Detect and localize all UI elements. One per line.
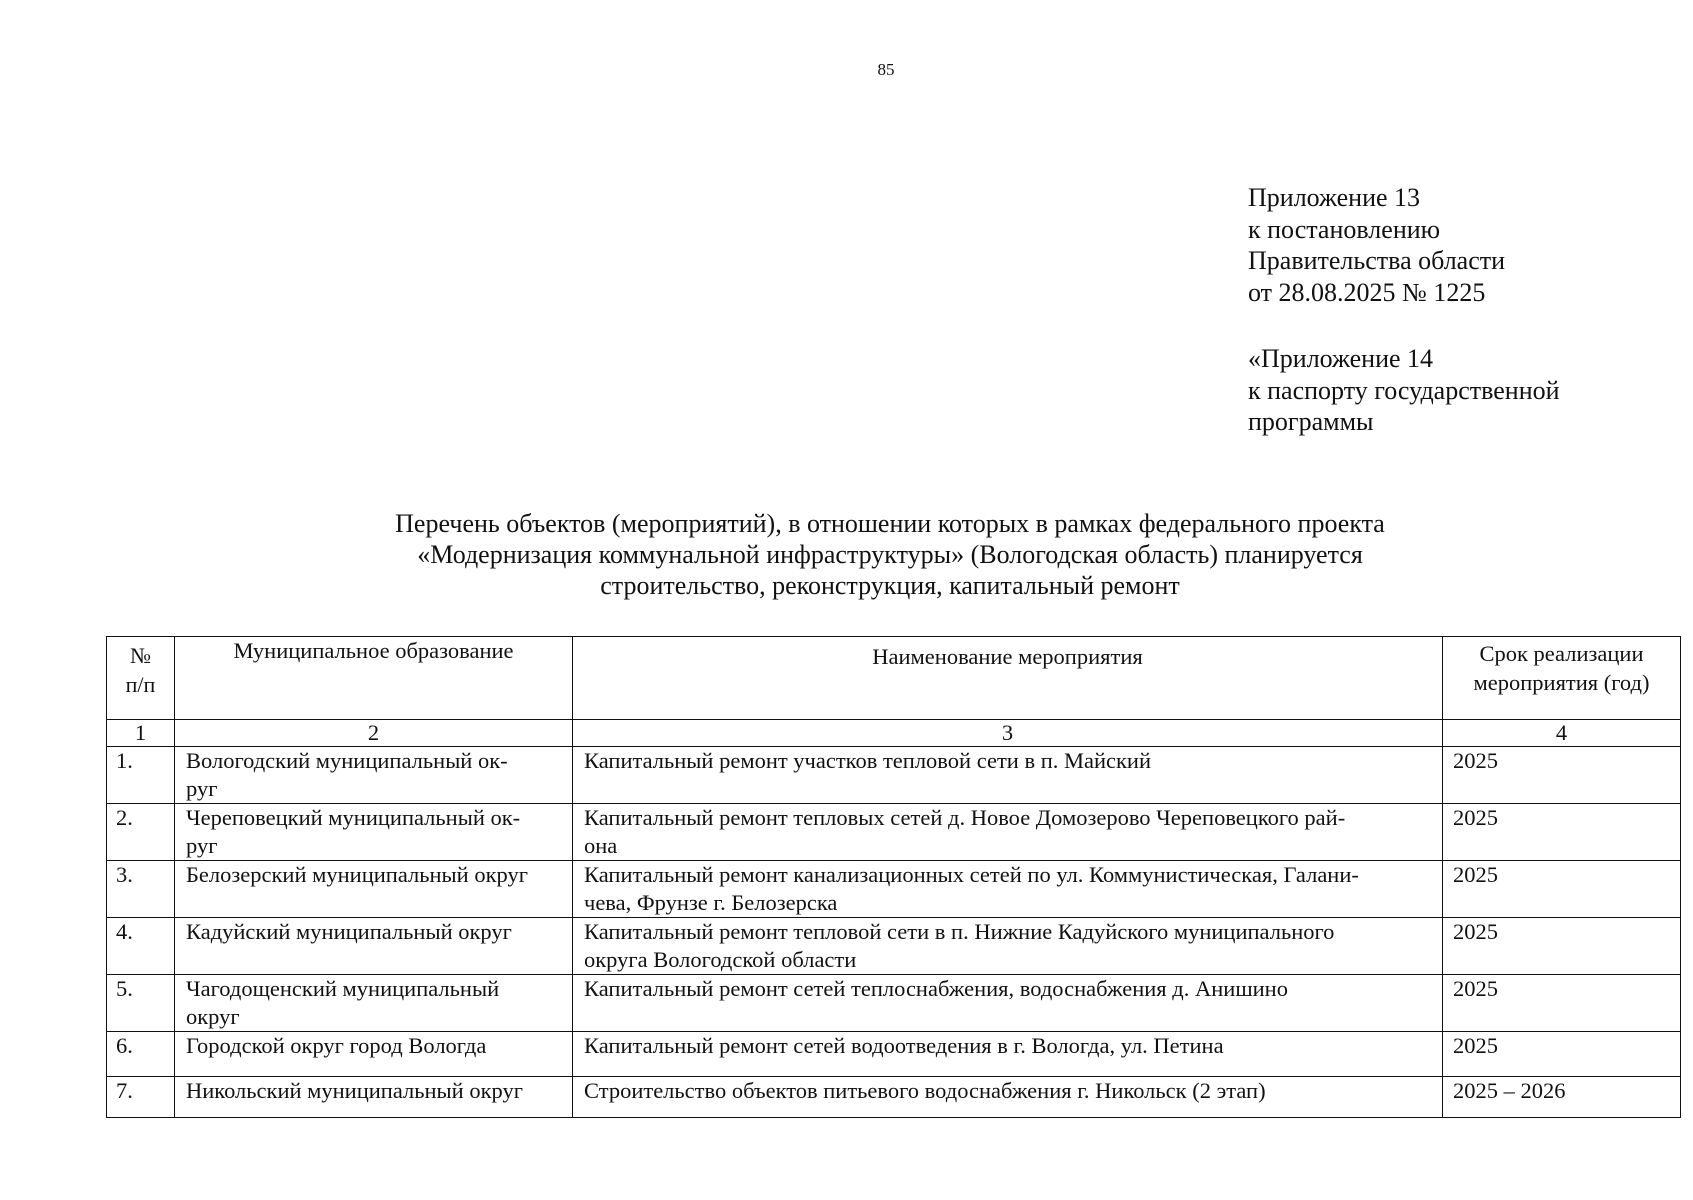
- appendix-line: к постановлению: [1248, 214, 1441, 244]
- row-municipality: [175, 747, 573, 804]
- text-line: округ: [186, 1004, 240, 1029]
- table-row: [107, 804, 1681, 861]
- header-number: [107, 637, 175, 720]
- text-line: Городской округ город Вологда: [186, 1033, 487, 1058]
- text-line: Белозерский муниципальный округ: [186, 862, 528, 887]
- row-activity: [573, 804, 1443, 861]
- text-line: она: [584, 833, 618, 858]
- header-number-abbr: п/п: [125, 672, 156, 697]
- header-term-line: мероприятия (год): [1473, 670, 1650, 695]
- text-line: руг: [186, 833, 218, 858]
- title-line: «Модернизация коммунальной инфраструктуры» (Вологодская область) планируется: [417, 540, 1363, 569]
- row-number: 4.: [107, 918, 175, 975]
- table-row: [107, 1077, 1681, 1118]
- table-row: [107, 861, 1681, 918]
- column-index: 4: [1443, 720, 1681, 747]
- text-line: Капитальный ремонт сетей теплоснабжения, водоснабжения д. Анишино: [584, 976, 1288, 1001]
- row-number: 2.: [107, 804, 175, 861]
- text-line: Капитальный ремонт тепловых сетей д. Новое Домозерово Череповецкого рай-: [584, 805, 1346, 830]
- row-term: 2025: [1443, 975, 1681, 1032]
- text-line: Капитальный ремонт участков тепловой сети в п. Майский: [584, 748, 1152, 773]
- text-line: Никольский муниципальный округ: [186, 1078, 523, 1103]
- row-municipality: [175, 918, 573, 975]
- row-term: 2025: [1443, 861, 1681, 918]
- document-title: [300, 508, 1480, 601]
- text-line: руг: [186, 776, 218, 801]
- table-row: [107, 918, 1681, 975]
- row-number: 3.: [107, 861, 175, 918]
- title-line: Перечень объектов (мероприятий), в отношении которых в рамках федерального проекта: [395, 509, 1385, 538]
- text-line: Кадуйский муниципальный округ: [186, 919, 512, 944]
- row-municipality: [175, 1032, 573, 1077]
- header-number-symbol: №: [130, 643, 151, 668]
- row-term: 2025: [1443, 918, 1681, 975]
- row-number: 6.: [107, 1032, 175, 1077]
- row-number: 5.: [107, 975, 175, 1032]
- row-municipality: [175, 975, 573, 1032]
- row-activity: [573, 975, 1443, 1032]
- text-line: Капитальный ремонт тепловой сети в п. Нижние Кадуйского муниципального: [584, 919, 1335, 944]
- row-activity: [573, 861, 1443, 918]
- column-index: 1: [107, 720, 175, 747]
- row-term: 2025: [1443, 1032, 1681, 1077]
- table-row: [107, 975, 1681, 1032]
- row-activity: [573, 1032, 1443, 1077]
- column-index: 3: [573, 720, 1443, 747]
- table-row: [107, 747, 1681, 804]
- row-municipality: [175, 804, 573, 861]
- text-line: Череповецкий муниципальный ок-: [186, 805, 521, 830]
- row-municipality: [175, 1077, 573, 1118]
- row-term: 2025: [1443, 804, 1681, 861]
- text-line: Капитальный ремонт сетей водоотведения в г. Вологда, ул. Петина: [584, 1033, 1224, 1058]
- text-line: Вологодский муниципальный ок-: [186, 748, 508, 773]
- objects-table: [106, 636, 1681, 1118]
- column-index: 2: [175, 720, 573, 747]
- header-activity: Наименование мероприятия: [573, 637, 1443, 720]
- row-term: 2025 – 2026: [1443, 1077, 1681, 1118]
- row-activity: [573, 918, 1443, 975]
- table-header-row: [107, 637, 1681, 720]
- row-activity: [573, 747, 1443, 804]
- appendix-line: программы: [1248, 407, 1374, 436]
- row-activity: [573, 1077, 1443, 1118]
- appendix-line: «Приложение 14: [1248, 344, 1434, 373]
- appendix-13-block: [1248, 182, 1505, 308]
- appendix-line: Правительства области: [1248, 246, 1506, 275]
- row-number: 7.: [107, 1077, 175, 1118]
- row-municipality: [175, 861, 573, 918]
- text-line: Капитальный ремонт канализационных сетей по ул. Коммунистическая, Галани-: [584, 862, 1359, 887]
- header-term-line: Срок реализации: [1479, 641, 1644, 666]
- table-row: [107, 1032, 1681, 1077]
- column-index-row: [107, 720, 1681, 747]
- header-term: [1443, 637, 1681, 720]
- appendix-14-block: [1248, 343, 1560, 438]
- header-municipality: Муниципальное образование: [175, 637, 573, 720]
- appendix-line: от 28.08.2025 № 1225: [1248, 277, 1486, 307]
- text-line: округа Вологодской области: [584, 947, 857, 972]
- text-line: Строительство объектов питьевого водоснабжения г. Никольск (2 этап): [584, 1078, 1266, 1103]
- title-line: строительство, реконструкция, капитальный ремонт: [600, 571, 1180, 600]
- text-line: чева, Фрунзе г. Белозерска: [584, 890, 838, 915]
- text-line: Чагодощенский муниципальный: [186, 976, 500, 1001]
- appendix-line: Приложение 13: [1248, 183, 1421, 212]
- row-number: 1.: [107, 747, 175, 804]
- page-number: 85: [877, 60, 895, 79]
- appendix-line: к паспорту государственной: [1248, 375, 1560, 405]
- row-term: 2025: [1443, 747, 1681, 804]
